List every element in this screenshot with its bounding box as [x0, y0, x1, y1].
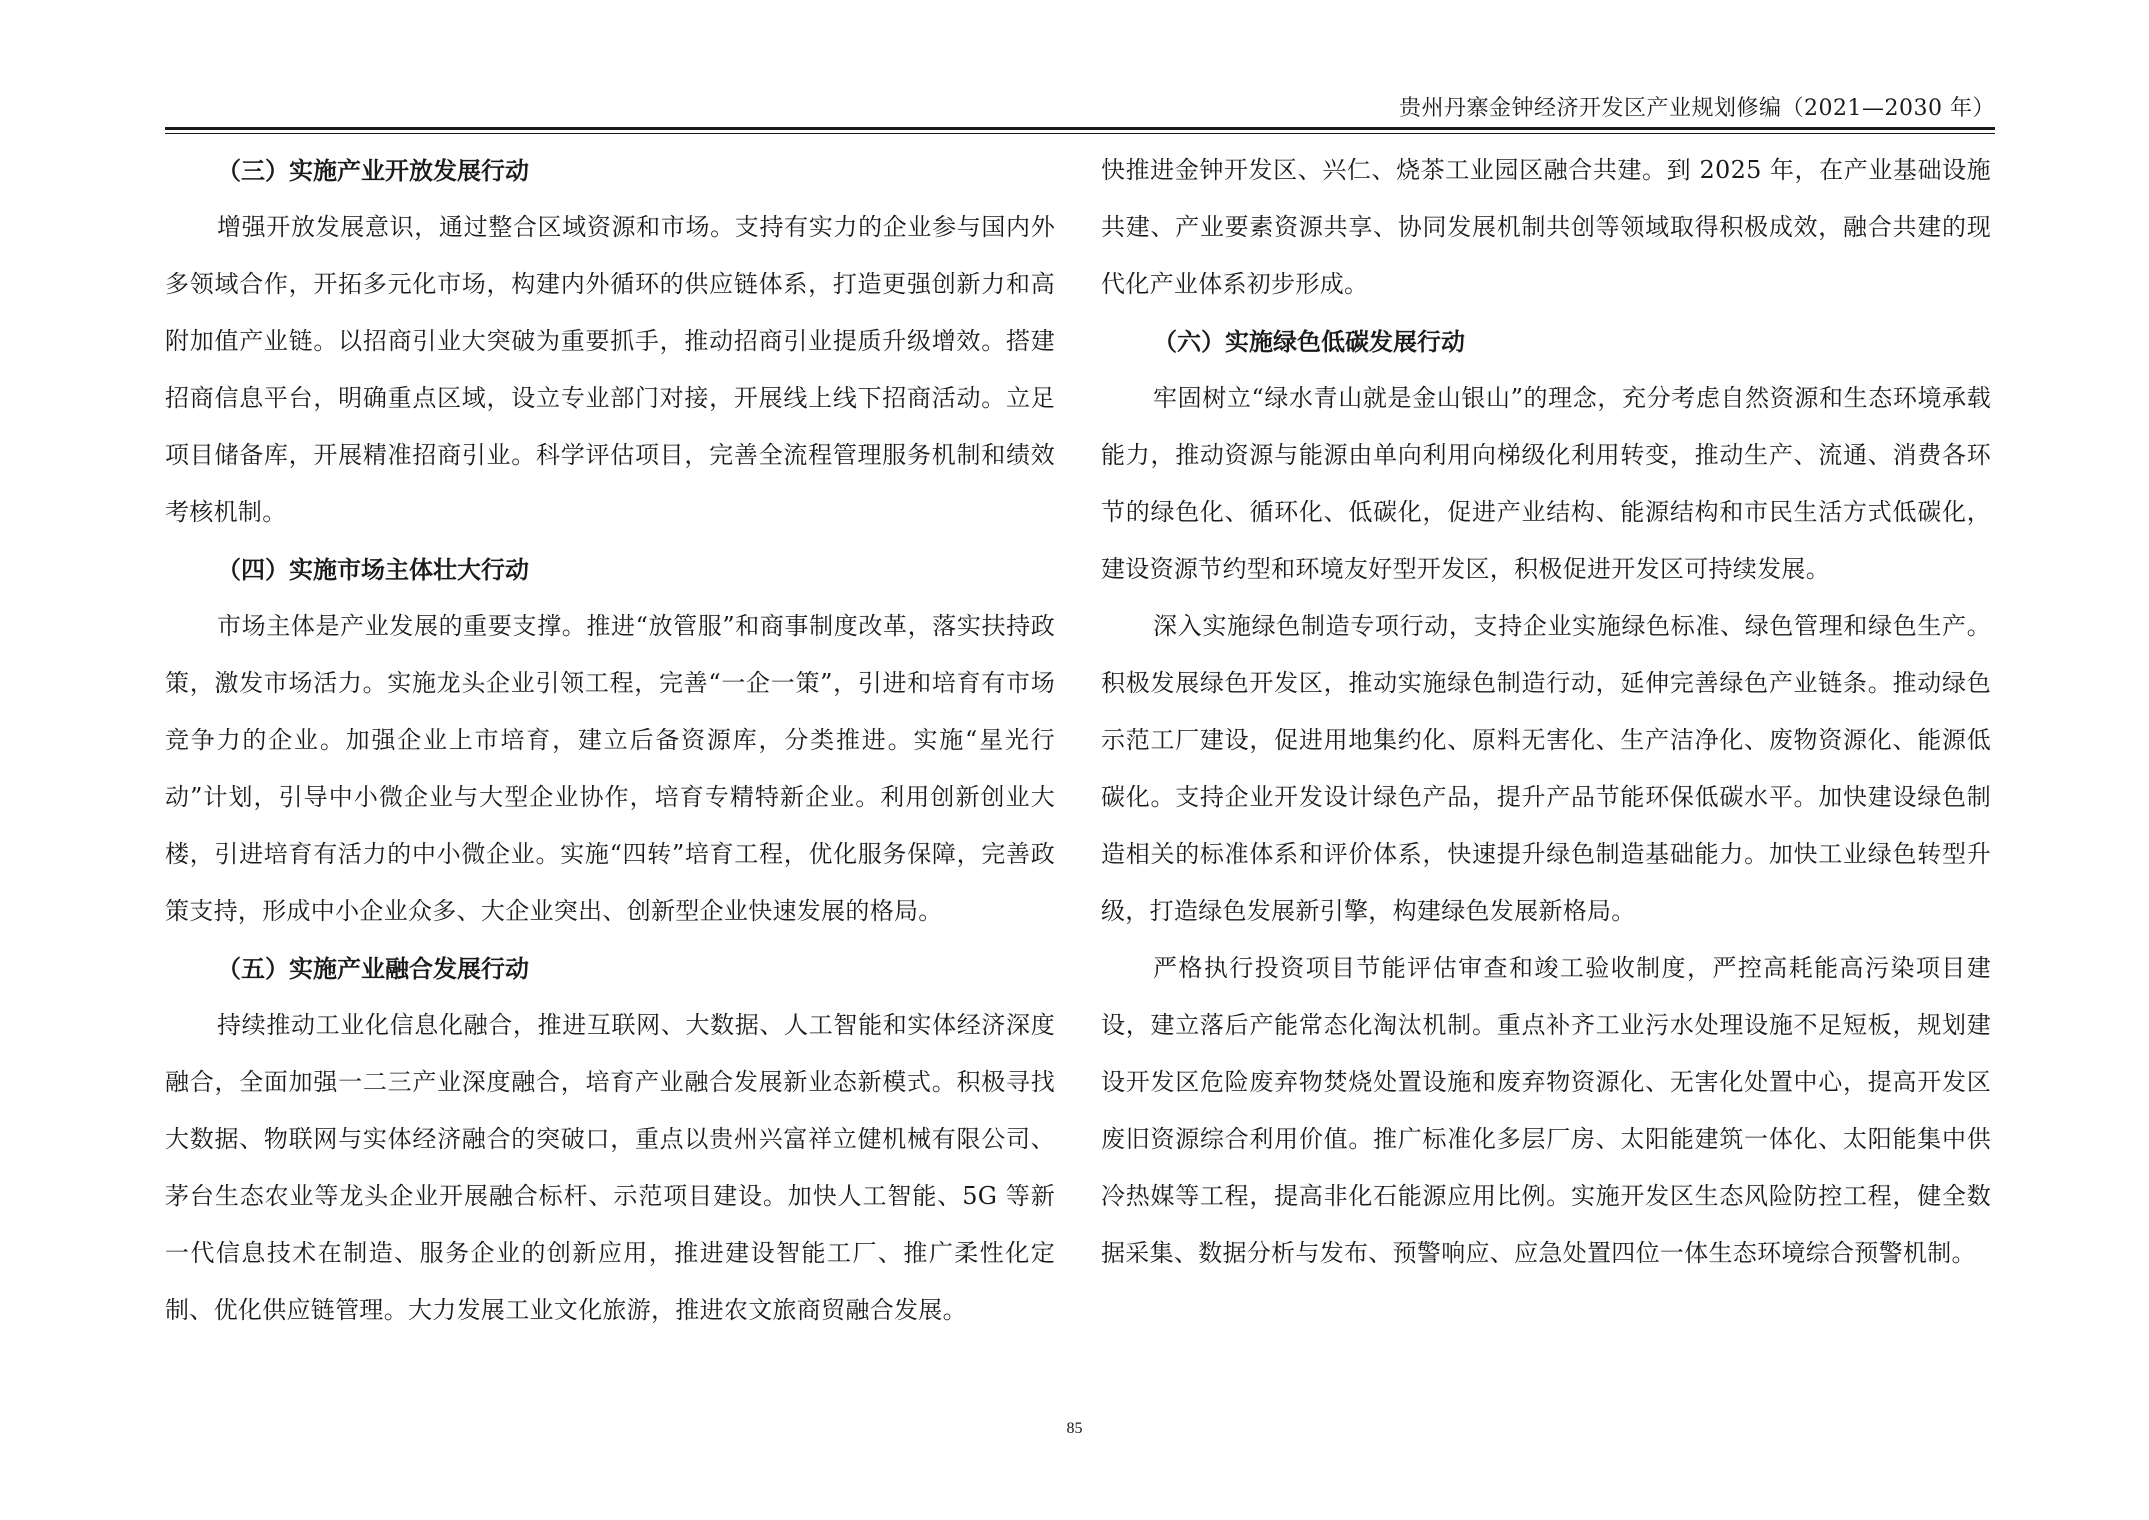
right-column: [1101, 142, 1991, 1282]
page-number: 85: [1066, 1420, 1083, 1437]
section-6-paragraph-3: 严格执行投资项目节能评估审查和竣工验收制度，严控高耗能高污染项目建设，建立落后产能常态化淘汰机制。重点补齐工业污水处理设施不足短板，规划建设开发区危险废弃物焚烧处置设施和废弃物资源化、无害化处置中心，提高开发区废旧资源综合利用价值。推广标准化多层厂房、太阳能建筑一体化、太阳能集中供冷热媒等工程，提高非化石能源应用比例。实施开发区生态风险防控工程，健全数据采集、数据分析与发布、预警响应、应急处置四位一体生态环境综合预警机制。: [1101, 954, 1991, 1267]
section-heading-6: （六）实施绿色低碳发展行动: [1153, 327, 1465, 356]
header-rule-thin: [165, 133, 1995, 134]
section-6-paragraph-1: 牢固树立“绿水青山就是金山银山”的理念，充分考虑自然资源和生态环境承载能力，推动资源与能源由单向利用向梯级化利用转变，推动生产、流通、消费各环节的绿色化、循环化、低碳化，促进产业结构、能源结构和市民生活方式低碳化，建设资源节约型和环境友好型开发区，积极促进开发区可持续发展。: [1101, 384, 1991, 583]
section-heading-4: （四）实施市场主体壮大行动: [217, 555, 529, 584]
section-5-paragraph: 持续推动工业化信息化融合，推进互联网、大数据、人工智能和实体经济深度融合，全面加强一二三产业深度融合，培育产业融合发展新业态新模式。积极寻找大数据、物联网与实体经济融合的突破口，重点以贵州兴富祥立健机械有限公司、茅台生态农业等龙头企业开展融合标杆、示范项目建设。加快人工智能、5G 等新一代信息技术在制造、服务企业的创新应用，推进建设智能工厂、推广柔性化定制、优化供应链管理。大力发展工业文化旅游，推进农文旅商贸融合发展。: [165, 1011, 1055, 1324]
section-heading-3: （三）实施产业开放发展行动: [217, 156, 529, 185]
section-6-paragraph-2: 深入实施绿色制造专项行动，支持企业实施绿色标准、绿色管理和绿色生产。积极发展绿色开发区，推动实施绿色制造行动，延伸完善绿色产业链条。推动绿色示范工厂建设，促进用地集约化、原料无害化、生产洁净化、废物资源化、能源低碳化。支持企业开发设计绿色产品，提升产品节能环保低碳水平。加快建设绿色制造相关的标准体系和评价体系，快速提升绿色制造基础能力。加快工业绿色转型升级，打造绿色发展新引擎，构建绿色发展新格局。: [1101, 612, 1991, 925]
left-column: [165, 142, 1055, 1339]
section-3-paragraph: 增强开放发展意识，通过整合区域资源和市场。支持有实力的企业参与国内外多领域合作，开拓多元化市场，构建内外循环的供应链体系，打造更强创新力和高附加值产业链。以招商引业大突破为重要抓手，推动招商引业提质升级增效。搭建招商信息平台，明确重点区域，设立专业部门对接，开展线上线下招商活动。立足项目储备库，开展精准招商引业。科学评估项目，完善全流程管理服务机制和绩效考核机制。: [165, 213, 1055, 526]
section-4-paragraph: 市场主体是产业发展的重要支撑。推进“放管服”和商事制度改革，落实扶持政策，激发市场活力。实施龙头企业引领工程，完善“一企一策”，引进和培育有市场竞争力的企业。加强企业上市培育，建立后备资源库，分类推进。实施“星光行动”计划，引导中小微企业与大型企业协作，培育专精特新企业。利用创新创业大楼，引进培育有活力的中小微企业。实施“四转”培育工程，优化服务保障，完善政策支持，形成中小企业众多、大企业突出、创新型企业快速发展的格局。: [165, 612, 1055, 925]
section-heading-5: （五）实施产业融合发展行动: [217, 954, 529, 983]
section-5-paragraph-continued: 快推进金钟开发区、兴仁、烧茶工业园区融合共建。到 2025 年，在产业基础设施共建、产业要素资源共享、协同发展机制共创等领域取得积极成效，融合共建的现代化产业体系初步形成。: [1101, 156, 1991, 298]
header-rule-thick: [165, 127, 1995, 130]
page-header-title: 贵州丹寨金钟经济开发区产业规划修编（2021—2030 年）: [1399, 96, 1995, 121]
